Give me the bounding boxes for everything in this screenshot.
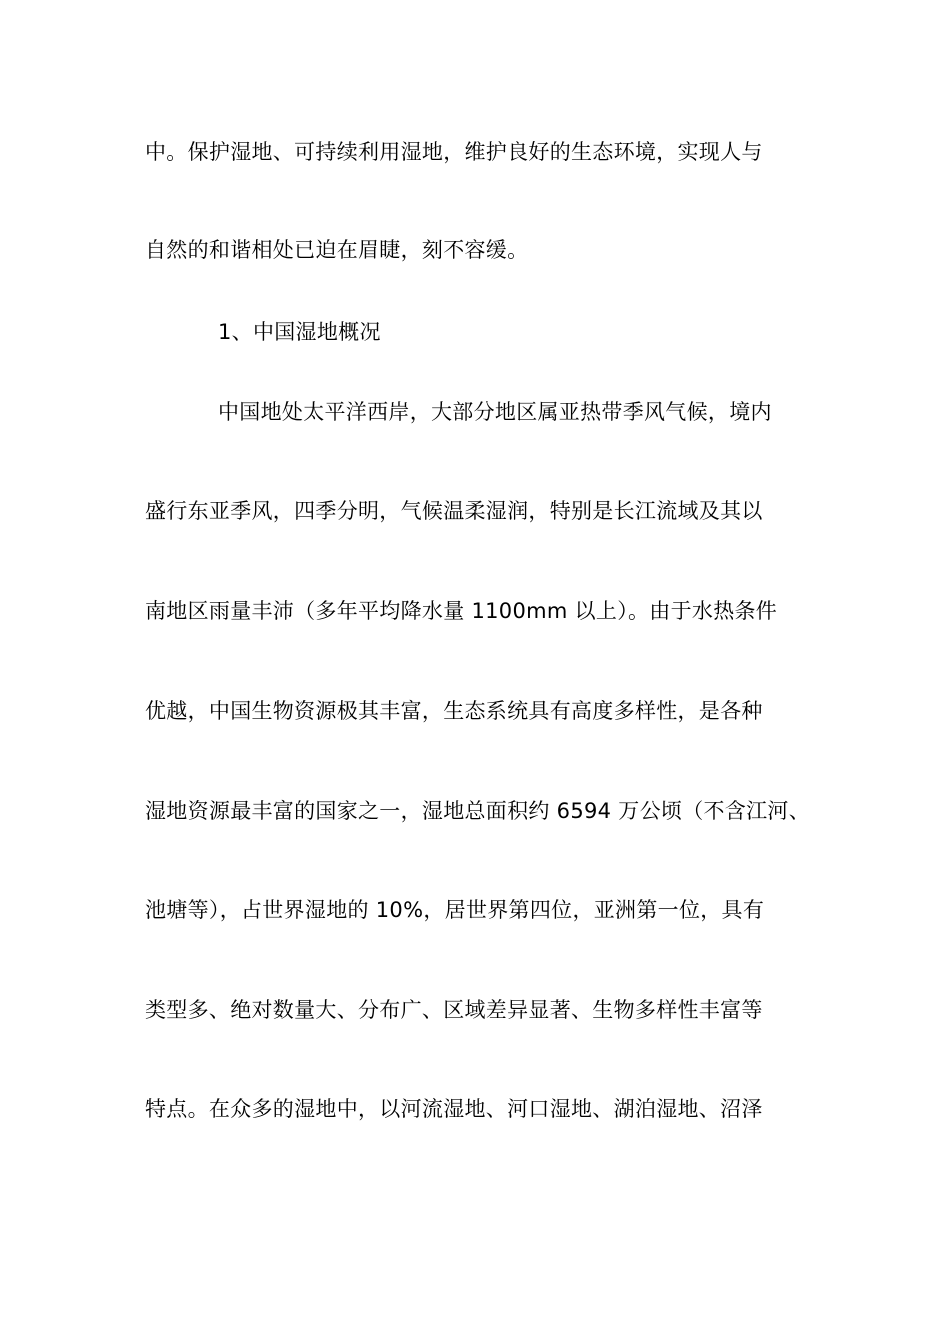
paragraph-line: 特点。在众多的湿地中，以河流湿地、河口湿地、湖泊湿地、沼泽 — [145, 1097, 763, 1121]
section-heading: 1、中国湿地概况 — [218, 320, 381, 344]
paragraph-line: 优越，中国生物资源极其丰富，生态系统具有高度多样性，是各种 — [145, 699, 763, 723]
paragraph-line: 南地区雨量丰沛（多年平均降水量 1100mm 以上）。由于水热条件 — [145, 599, 778, 623]
paragraph-line: 盛行东亚季风，四季分明，气候温柔湿润，特别是长江流域及其以 — [145, 499, 763, 523]
paragraph-line: 湿地资源最丰富的国家之一，湿地总面积约 6594 万公顷（不含江河、 — [145, 799, 810, 823]
paragraph-continuation-line: 中。保护湿地、可持续利用湿地，维护良好的生态环境，实现人与 — [145, 140, 763, 164]
paragraph-continuation-line: 自然的和谐相处已迫在眉睫，刻不容缓。 — [145, 238, 529, 262]
paragraph-line: 类型多、绝对数量大、分布广、区域差异显著、生物多样性丰富等 — [145, 998, 763, 1022]
paragraph-first-line: 中国地处太平洋西岸，大部分地区属亚热带季风气候，境内 — [218, 400, 772, 424]
paragraph-line: 池塘等），占世界湿地的 10%，居世界第四位，亚洲第一位，具有 — [145, 898, 765, 922]
